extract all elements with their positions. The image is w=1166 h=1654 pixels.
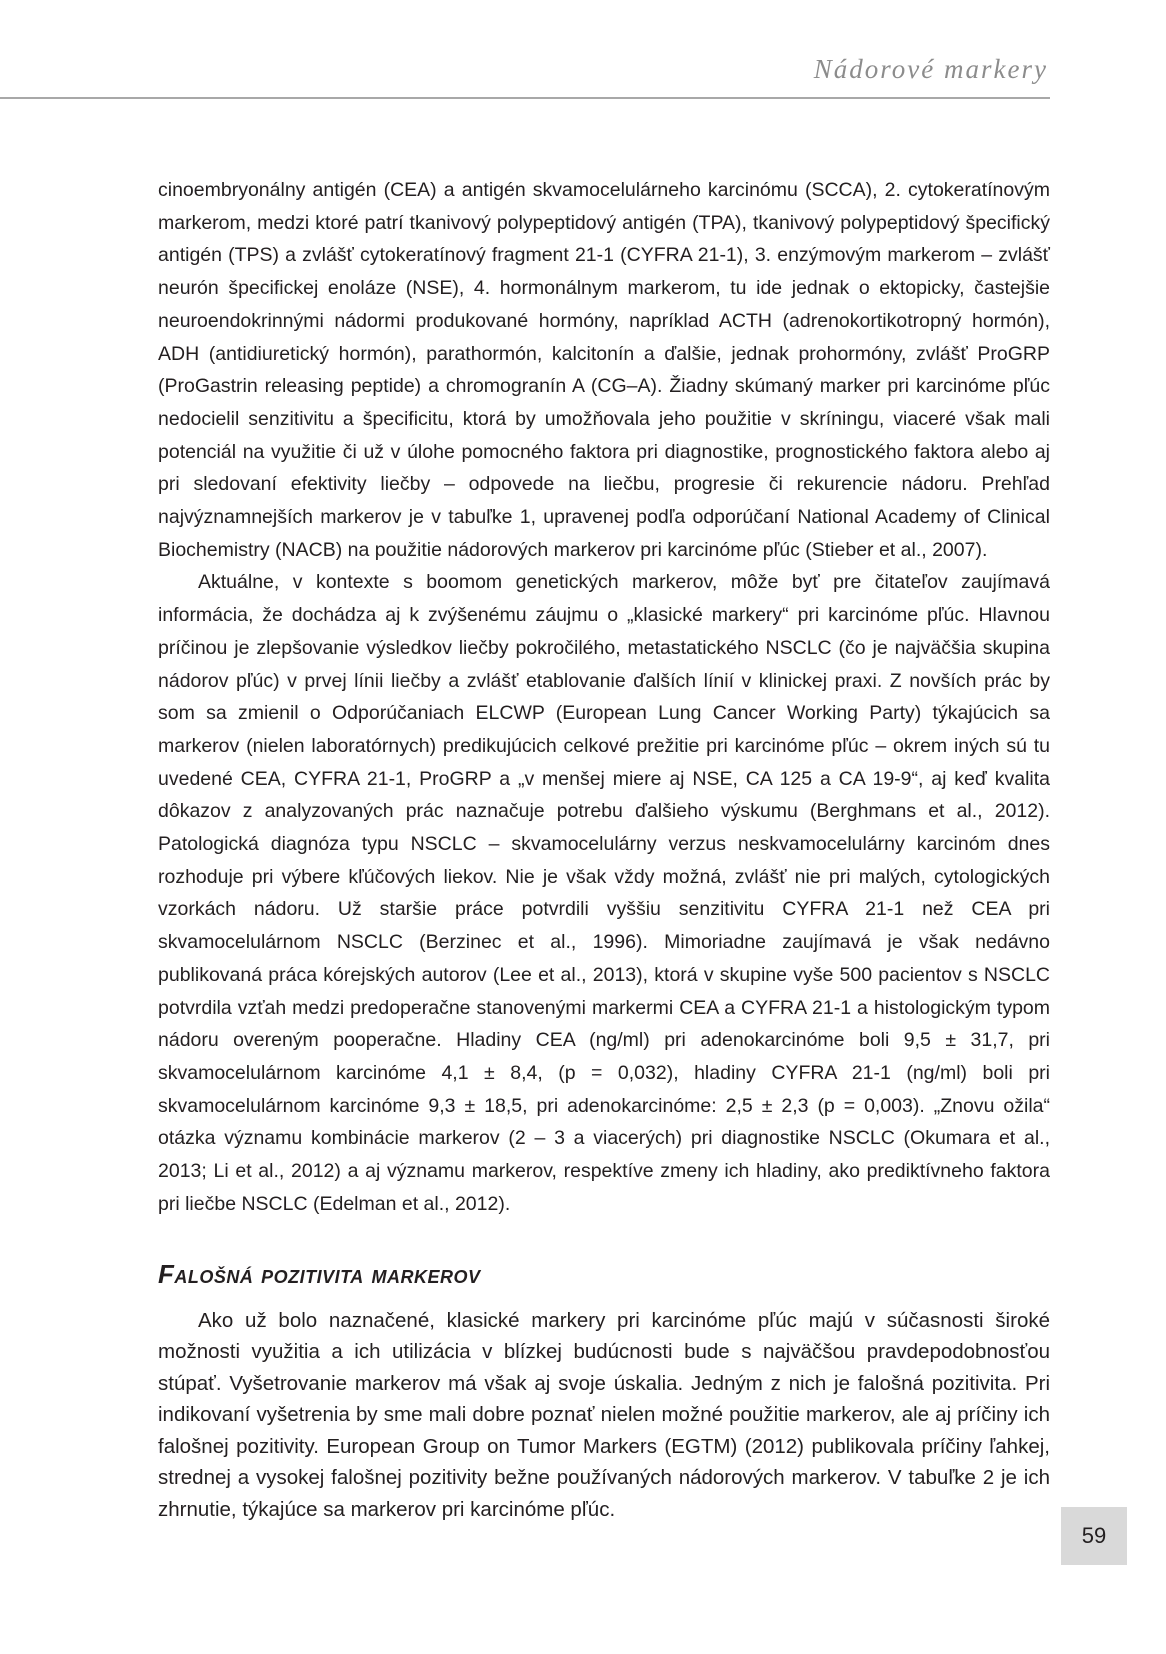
body-text [158,174,1050,1525]
paragraph-continuation: cinoembryonálny antigén (CEA) a antigén skvamocelulárneho karcinómu (SCCA), 2. cytokeratínovým markerom, medzi ktoré patrí tkanivový polypeptidový antigén (TPA), tkanivový polypeptidový špecifický antigén (TPS) a zvlášť cytokeratínový fragment 21-1 (CYFRA 21-1), 3. enzýmovým markerom – zvlášť neurón špecifickej enoláze (NSE), 4. hormonálnym markerom, tu ide jednak o ektopicky, častejšie neuroendokrinnými nádormi produkované hormóny, napríklad ACTH (adrenokortikotropný hormón), ADH (antidiuretický hormón), parathormón, kalcitonín a ďalšie, jednak prohormóny, zvlášť ProGRP (ProGastrin releasing peptide) a chromogranín A (CG–A). Žiadny skúmaný marker pri karcinóme pľúc nedocielil senzitivitu a špecificitu, ktorá by umožňovala jeho použitie v skríningu, viaceré však mali potenciál na využitie či už v úlohe pomocného faktora pri diagnostike, prognostického faktora alebo aj pri sledovaní efektivity liečby – odpovede na liečbu, progresie či rekurencie nádoru. Prehľad najvýznamnejších markerov je v tabuľke 1, upravenej podľa odporúčaní National Academy of Clinical Biochemistry (NACB) na použitie nádorových markerov pri karcinóme pľúc (Stieber et al., 2007). [158,179,1050,561]
header-divider [0,97,1050,99]
paragraph-classic-markers: Aktuálne, v kontexte s boomom genetických markerov, môže byť pre čitateľov zaujímavá informácia, že dochádza aj k zvýšenému záujmu o „klasické markery“ pri karcinóme pľúc. Hlavnou príčinou je zlepšovanie výsledkov liečby pokročilého, metastatického NSCLC (čo je najväčšia skupina nádorov pľúc) v prvej línii liečby a zvlášť etablovanie ďalších línií v klinickej praxi. Z novších prác by som sa zmienil o Odporúčaniach ELCWP (European Lung Cancer Working Party) týkajúcich sa markerov (nielen laboratórnych) predikujúcich celkové prežitie pri karcinóme pľúc – okrem iných sú tu uvedené CEA, CYFRA 21-1, ProGRP a „v menšej miere aj NSE, CA 125 a CA 19-9“, aj keď kvalita dôkazov z analyzovaných prác naznačuje potrebu ďalšieho výskumu (Berghmans et al., 2012). Patologická diagnóza typu NSCLC – skvamocelulárny verzus neskvamocelulárny karcinóm dnes rozhoduje pri výbere kľúčových liekov. Nie je však vždy možná, zvlášť nie pri malých, cytologických vzorkách nádoru. Už staršie práce potvrdili vyššiu senzitivitu CYFRA 21-1 než CEA pri skvamocelulárnom NSCLC (Berzinec et al., 1996). Mimoriadne zaujímavá je však nedávno publikovaná práca kórejských autorov (Lee et al., 2013), ktorá v skupine vyše 500 pacientov s NSCLC potvrdila vzťah medzi predoperačne stanovenými markermi CEA a CYFRA 21-1 a histologickým typom nádoru overeným pooperačne. Hladiny CEA (ng/ml) pri adenokarcinóme boli 9,5 ± 31,7, pri skvamocelulárnom karcinóme 4,1 ± 8,4, (p = 0,032), hladiny CYFRA 21-1 (ng/ml) boli pri skvamocelulárnom karcinóme 9,3 ± 18,5, pri adenokarcinóme: 2,5 ± 2,3 (p = 0,003). „Znovu ožila“ otázka významu kombinácie markerov (2 – 3 a viacerých) pri diagnostike NSCLC (Okumara et al., 2013; Li et al., 2012) a aj významu markerov, respektíve zmeny ich hladiny, ako prediktívneho faktora pri liečbe NSCLC (Edelman et al., 2012). [158,571,1050,1215]
page-number: 59 [1061,1507,1127,1565]
paragraph-false-positivity: Ako už bolo naznačené, klasické markery pri karcinóme pľúc majú v súčasnosti široké možnosti využitia a ich utilizácia v blízkej budúcnosti bude s najväčšou pravdepodobnosťou stúpať. Vyšetrovanie markerov má však aj svoje úskalia. Jedným z nich je falošná pozitivita. Pri indikovaní vyšetrenia by sme mali dobre poznať nielen možné použitie markerov, ale aj príčiny ich falošnej pozitivity. European Group on Tumor Markers (EGTM) (2012) publikovala príčiny ľahkej, strednej a vysokej falošnej pozitivity bežne používaných nádorových markerov. V tabuľke 2 je ich zhrnutie, týkajúce sa markerov pri karcinóme pľúc. [158,1308,1050,1521]
section-heading: Falošná pozitivita markerov [158,1258,481,1289]
running-head-title: Nádorové markery [813,54,1048,84]
